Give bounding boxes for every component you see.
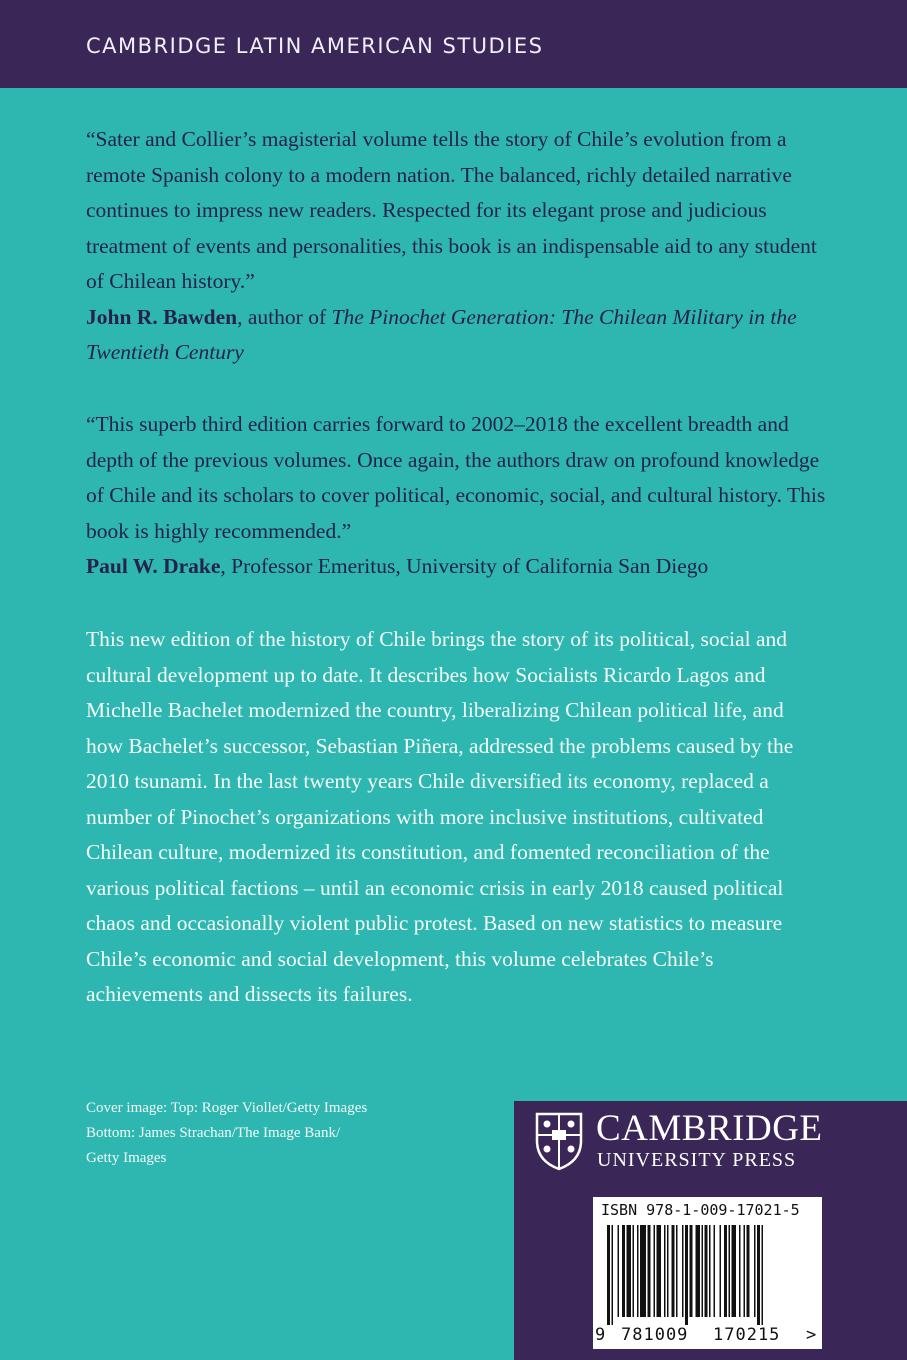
barcode-bars bbox=[607, 1225, 807, 1325]
cover-credit-line-1: Cover image: Top: Roger Viollet/Getty Images bbox=[86, 1100, 368, 1116]
publisher-name: CAMBRIDGE bbox=[596, 1108, 823, 1149]
barcode-bar bbox=[702, 1225, 704, 1317]
barcode-bar bbox=[714, 1225, 716, 1317]
barcode-bar bbox=[729, 1225, 731, 1317]
barcode-bar bbox=[696, 1225, 701, 1317]
barcode-bar bbox=[757, 1225, 760, 1325]
barcode-bar bbox=[682, 1225, 684, 1317]
cover-credit-line-2: Bottom: James Strachan/The Image Bank/ bbox=[86, 1125, 341, 1141]
publisher-panel bbox=[514, 1101, 907, 1360]
quote-1-affiliation: , author of bbox=[237, 304, 332, 329]
barcode-bar bbox=[667, 1225, 669, 1317]
barcode-bar bbox=[607, 1225, 610, 1325]
publisher-subname: UNIVERSITY PRESS bbox=[597, 1149, 797, 1171]
barcode-bar bbox=[637, 1225, 639, 1317]
barcode-bar bbox=[640, 1225, 646, 1317]
series-title: CAMBRIDGE LATIN AMERICAN STUDIES bbox=[86, 34, 544, 58]
barcode-bar bbox=[709, 1225, 711, 1317]
barcode-bar bbox=[618, 1225, 620, 1317]
ean-quiet-marker: > bbox=[806, 1325, 818, 1345]
barcode-bar bbox=[676, 1225, 678, 1317]
barcode-bar bbox=[720, 1225, 722, 1317]
quote-2-affiliation: , Professor Emeritus, University of California San Diego bbox=[220, 554, 709, 578]
barcode-bar bbox=[724, 1225, 727, 1317]
barcode-bar bbox=[664, 1225, 666, 1317]
quote-2-text: “This superb third edition carries forward to 2002–2018 the excellent breadth and depth of the previous volumes. Once again, the authors draw on profound knowledge of Chile and its scholars to cover political, economic, social, and cultural history. This book is highly recommended.” bbox=[86, 412, 826, 543]
endorsement-quote-1 bbox=[86, 122, 826, 371]
ean-group-1: 781009 bbox=[621, 1325, 689, 1345]
ean-lead-digit: 9 bbox=[595, 1325, 607, 1345]
endorsement-quote-2 bbox=[86, 407, 826, 585]
isbn-barcode bbox=[593, 1197, 822, 1349]
quote-2-author: Paul W. Drake bbox=[86, 554, 221, 578]
barcode-bar bbox=[685, 1225, 688, 1325]
quote-1-author: John R. Bawden bbox=[86, 304, 238, 329]
cover-credit bbox=[86, 1096, 486, 1171]
barcode-bar bbox=[747, 1225, 750, 1317]
barcode-bar bbox=[754, 1225, 756, 1317]
barcode-bar bbox=[690, 1225, 693, 1317]
ean-group-2: 170215 bbox=[713, 1325, 781, 1345]
barcode-bar bbox=[654, 1225, 656, 1317]
barcode-bar bbox=[657, 1225, 662, 1317]
barcode-bar bbox=[732, 1225, 737, 1317]
quote-1-work: The Pinochet Generation: The Chilean Military in the Twentieth Century bbox=[86, 304, 797, 364]
barcode-bar bbox=[762, 1225, 764, 1325]
cambridge-crest-icon bbox=[534, 1111, 584, 1171]
barcode-bar bbox=[739, 1225, 741, 1317]
barcode-bar bbox=[622, 1225, 625, 1317]
cover-credit-line-3: Getty Images bbox=[86, 1150, 167, 1166]
quote-1-text: “Sater and Collier’s magisterial volume tells the story of Chile’s evolution from a remote Spanish colony to a modern nation. The balanced, richly detailed narrative continues to impress new readers. Respected for its elegant prose and judicious treatment of events and personalities, this book is an indispensable aid to any student of Chilean history.” bbox=[86, 127, 817, 293]
isbn-label: ISBN 978-1-009-17021-5 bbox=[601, 1201, 800, 1219]
barcode-bar bbox=[744, 1225, 746, 1317]
barcode-bar bbox=[612, 1225, 614, 1325]
barcode-bar bbox=[648, 1225, 651, 1317]
barcode-bar bbox=[633, 1225, 635, 1317]
barcode-bar bbox=[672, 1225, 675, 1317]
series-bar bbox=[0, 0, 907, 88]
barcode-bar bbox=[705, 1225, 708, 1317]
book-description: This new edition of the history of Chile brings the story of its political, social and cultural development up to date. It describes how Socialists Ricardo Lagos and Michelle Bachelet modernized the country, liberalizing Chilean political life, and how Bachelet’s successor, Sebastian Piñera, addressed the problems caused by the 2010 tsunami. In the last twenty years Chile diversified its economy, replaced a number of Pinochet’s organizations with more inclusive institutions, cultivated Chilean culture, modernized its constitution, and fomented reconciliation of the various political factions – until an economic crisis in early 2018 caused political chaos and occasionally violent public protest. Based on new statistics to measure Chile’s economic and social development, this volume celebrates Chile’s achievements and dissects its failures. bbox=[86, 627, 794, 1006]
barcode-bar bbox=[627, 1225, 632, 1317]
